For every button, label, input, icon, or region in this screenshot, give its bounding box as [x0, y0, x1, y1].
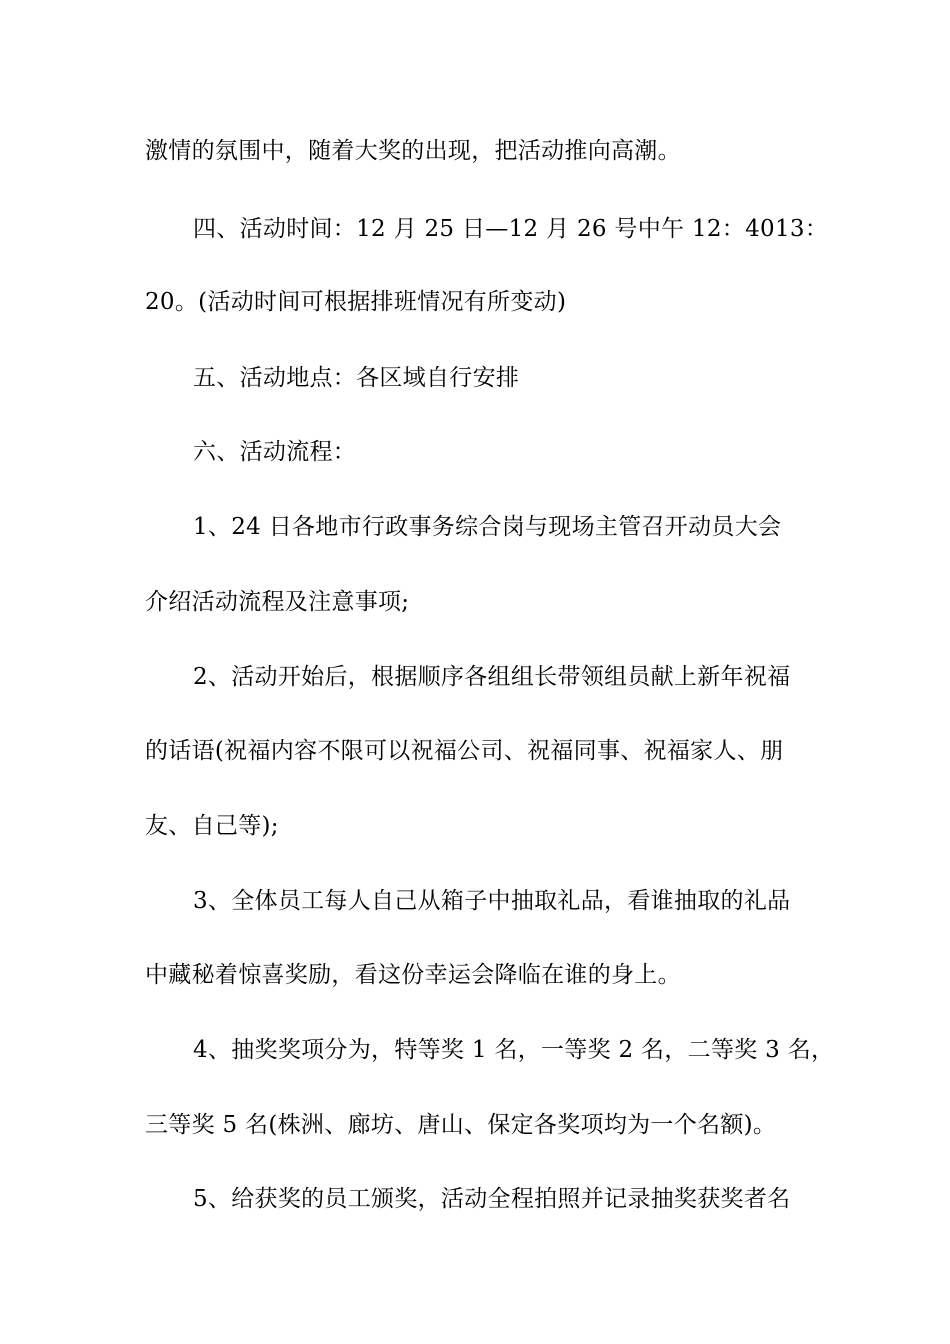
paragraph-line: 2、活动开始后，根据顺序各组组长带领组员献上新年祝福	[193, 664, 791, 690]
paragraph-line: 三等奖 5 名(株洲、廊坊、唐山、保定各奖项均为一个名额)。	[145, 1112, 777, 1138]
paragraph-line: 中藏秘着惊喜奖励，看这份幸运会降临在谁的身上。	[145, 962, 681, 988]
paragraph-line: 5、给获奖的员工颁奖，活动全程拍照并记录抽奖获奖者名	[193, 1186, 791, 1212]
paragraph-line: 激情的氛围中，随着大奖的出现，把活动推向高潮。	[145, 138, 681, 164]
paragraph-line: 的话语(祝福内容不限可以祝福公司、祝福同事、祝福家人、朋	[145, 738, 784, 764]
paragraph-line: 3、全体员工每人自己从箱子中抽取礼品，看谁抽取的礼品	[193, 888, 791, 914]
paragraph-line: 四、活动时间：12 月 25 日—12 月 26 号中午 12：4013：	[193, 216, 829, 242]
paragraph-line: 五、活动地点：各区域自行安排	[193, 365, 520, 391]
paragraph-line: 友、自己等);	[145, 813, 279, 839]
paragraph-line: 六、活动流程：	[193, 439, 357, 465]
paragraph-line: 4、抽奖奖项分为，特等奖 1 名，一等奖 2 名，二等奖 3 名，	[193, 1037, 835, 1063]
paragraph-line: 1、24 日各地市行政事务综合岗与现场主管召开动员大会	[193, 514, 782, 540]
paragraph-line: 介绍活动流程及注意事项;	[145, 589, 410, 615]
paragraph-line: 20。(活动时间可根据排班情况有所变动)	[145, 289, 567, 315]
